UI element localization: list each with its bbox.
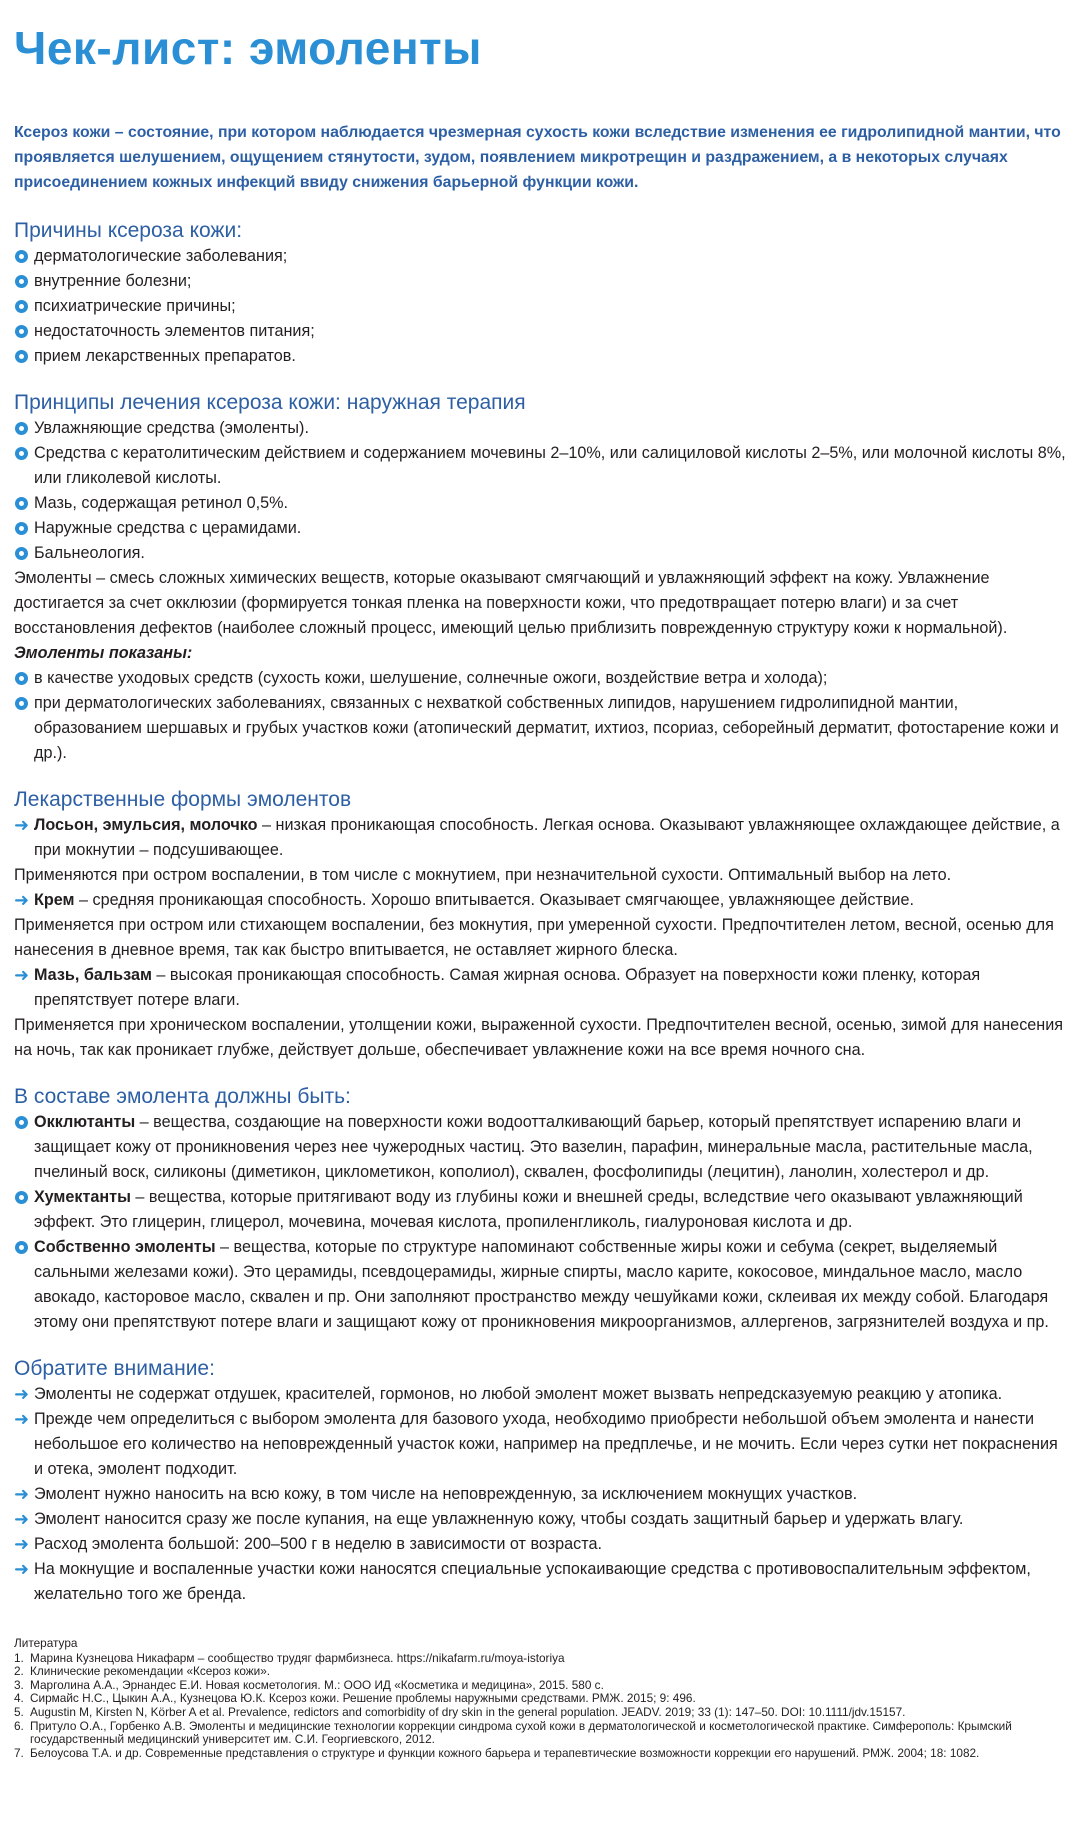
list-item — [14, 813, 1066, 863]
references-section — [14, 1637, 1066, 1760]
arrow-right-icon: ➜ — [14, 965, 30, 985]
reference-text: Сирмайс Н.С., Цыкин А.А., Кузнецова Ю.К. Ксероз кожи. Решение проблемы наружными средствами. РМЖ. 2015; 9: 496. — [30, 1691, 696, 1706]
list-item — [14, 1235, 1066, 1335]
component-name: Хумектанты — [34, 1188, 131, 1206]
list-item-text: в качестве уходовых средств (сухость кожи, шелушение, солнечные ожоги, воздействие ветра и холода); — [34, 669, 828, 687]
list-item-text: Наружные средства с церамидами. — [34, 519, 302, 537]
form-description: – низкая проникающая способность. Легкая основа. Оказывают увлажняющее охлаждающее действие, а при мокнутии – подсушивающее. — [34, 816, 1060, 859]
reference-item: 5. Augustin M, Kirsten N, Körber A et al. Prevalence, redictors and comorbidity of dry skin in the general population. JEADV. 2019; 33 (1): 147–50. DOI: 10.1111/jdv.15157. — [14, 1704, 906, 1719]
list-item — [14, 691, 1066, 766]
list-item — [14, 269, 1066, 294]
causes-section — [14, 217, 1066, 369]
bullet-icon — [15, 1241, 28, 1254]
arrow-right-icon: ➜ — [14, 815, 30, 835]
references-heading: Литература — [14, 1636, 78, 1650]
form-description: – высокая проникающая способность. Самая жирная основа. Образует на поверхности кожи пленку, которая препятствует потере влаги. — [34, 966, 981, 1009]
forms-section — [14, 786, 1066, 1063]
form-usage: Применяются при остром воспалении, в том числе с мокнутием, при незначительной сухости. Оптимальный выбор на лето. — [14, 866, 952, 884]
reference-text: Клинические рекомендации «Ксероз кожи». — [30, 1664, 271, 1679]
forms-list — [14, 813, 1066, 1063]
list-item — [14, 516, 1066, 541]
composition-section — [14, 1083, 1066, 1335]
list-item-text: Расход эмолента большой: 200–500 г в неделю в зависимости от возраста. — [34, 1535, 602, 1553]
list-item-text: Эмоленты не содержат отдушек, красителей, гормонов, но любой эмолент может вызвать непредсказуемую реакцию у атопика. — [34, 1385, 1003, 1403]
bullet-icon — [15, 497, 28, 510]
page-title: Чек-лист: эмоленты — [14, 22, 482, 74]
reference-text: Марина Кузнецова Никафарм – сообщество трудяг фармбизнеса. https://nikafarm.ru/moya-istoriya — [30, 1650, 565, 1665]
form-usage: Применяется при хроническом воспалении, утолщении кожи, выраженной сухости. Предпочтителен весной, осенью, зимой для нанесения на ночь, так как проникает глубже, действует дольше, обеспечивает увлажнение кожи на все время ночного сна. — [14, 1016, 1064, 1059]
arrow-right-icon: ➜ — [14, 1484, 30, 1504]
form-name: Крем — [34, 891, 75, 909]
list-item — [14, 1110, 1066, 1185]
list-item — [14, 1557, 1066, 1607]
list-item — [14, 888, 1066, 913]
bullet-icon — [15, 672, 28, 685]
form-name: Мазь, бальзам — [34, 966, 152, 984]
bullet-icon — [15, 522, 28, 535]
list-item-text: Бальнеология. — [34, 544, 145, 562]
component-name: Окклютанты — [34, 1113, 136, 1131]
list-item — [14, 294, 1066, 319]
bullet-icon — [15, 300, 28, 313]
attention-heading: Обратите внимание: — [14, 1357, 215, 1380]
bullet-icon — [15, 325, 28, 338]
list-item-text: На мокнущие и воспаленные участки кожи наносятся специальные успокаивающие средства с противовоспалительным эффектом, желательно того же бренда. — [34, 1560, 1031, 1603]
arrow-right-icon: ➜ — [14, 1509, 30, 1529]
composition-heading: В составе эмолента должны быть: — [14, 1085, 351, 1108]
reference-text: Притуло О.А., Горбенко А.В. Эмоленты и медицинские технологии коррекции синдрома сухой кожи в дерматологической и косметологической практике. Симферополь: Крымский государственный медицинский университет им. С.И. Георгиевского, 2012. — [30, 1718, 1012, 1747]
reference-item: 7. Белоусова Т.А. и др. Современные представления о структуре и функции кожного барьера и терапевтические возможности коррекции его нарушений. РМЖ. 2004; 18: 1082. — [14, 1745, 980, 1760]
reference-item: 6. Притуло О.А., Горбенко А.В. Эмоленты и медицинские технологии коррекции синдрома сухой кожи в дерматологической и косметологической практике. Симферополь: Крымский государственный медицинский университет им. С.И. Георгиевского, 2012. — [14, 1718, 1012, 1747]
bullet-icon — [15, 250, 28, 263]
treatment-heading: Принципы лечения ксероза кожи: наружная терапия — [14, 391, 526, 414]
bullet-icon — [15, 1191, 28, 1204]
list-item — [14, 1382, 1066, 1407]
causes-heading: Причины ксероза кожи: — [14, 219, 243, 242]
list-item — [14, 319, 1066, 344]
indications-heading: Эмоленты показаны: — [14, 644, 193, 662]
list-item-text: при дерматологических заболеваниях, связанных с нехваткой собственных липидов, нарушением гидролипидной мантии, образованием шершавых и грубых участков кожи (атопический дерматит, ихтиоз, псориаз, себорейный дерматит, фотостарение кожи и др.). — [34, 694, 1059, 762]
bullet-icon — [15, 547, 28, 560]
bullet-icon — [15, 350, 28, 363]
attention-list — [14, 1382, 1066, 1607]
list-item-text: внутренние болезни; — [34, 272, 192, 290]
form-usage: Применяется при остром или стихающем воспалении, без мокнутия, при умеренной сухости. Предпочтителен летом, весной, осенью для нанесения в дневное время, так как быстро впитывается, не оставляет жирного блеска. — [14, 916, 1054, 959]
list-item — [14, 441, 1066, 491]
references-list — [14, 1652, 1066, 1761]
list-item — [14, 1482, 1066, 1507]
list-item-text: Средства с кератолитическим действием и содержанием мочевины 2–10%, или салициловой кислоты 2–5%, или молочной кислоты 8%, или гликолевой кислоты. — [34, 444, 1066, 487]
list-item — [14, 666, 1066, 691]
arrow-right-icon: ➜ — [14, 890, 30, 910]
list-item — [14, 344, 1066, 369]
arrow-right-icon: ➜ — [14, 1534, 30, 1554]
forms-heading: Лекарственные формы эмолентов — [14, 788, 352, 811]
list-item — [14, 541, 1066, 566]
attention-section — [14, 1355, 1066, 1607]
bullet-icon — [15, 697, 28, 710]
list-item — [14, 491, 1066, 516]
treatment-list — [14, 416, 1066, 766]
list-item-text: недостаточность элементов питания; — [34, 322, 315, 340]
causes-list — [14, 244, 1066, 369]
list-item-text: Эмолент наносится сразу же после купания, на еще увлажненную кожу, чтобы создать защитный барьер и удержать влагу. — [34, 1510, 964, 1528]
reference-item: 4. Сирмайс Н.С., Цыкин А.А., Кузнецова Ю.К. Ксероз кожи. Решение проблемы наружными средствами. РМЖ. 2015; 9: 496. — [14, 1691, 696, 1706]
bullet-icon — [15, 422, 28, 435]
list-item — [14, 963, 1066, 1013]
list-item-text: прием лекарственных препаратов. — [34, 347, 296, 365]
bullet-icon — [15, 275, 28, 288]
list-item — [14, 244, 1066, 269]
list-item — [14, 416, 1066, 441]
bullet-icon — [15, 1116, 28, 1129]
list-item-text: Мазь, содержащая ретинол 0,5%. — [34, 494, 288, 512]
bullet-icon — [15, 447, 28, 460]
arrow-right-icon: ➜ — [14, 1559, 30, 1579]
form-name: Лосьон, эмульсия, молочко — [34, 816, 258, 834]
component-description: – вещества, создающие на поверхности кожи водоотталкивающий барьер, который препятствует испарению влаги и защищает кожу от проникновения через нее чужеродных частиц. Это вазелин, парафин, минеральные масла, растительные масла, пчелиный воск, силиконы (диметикон, циклометикон, кополиол), сквален, фосфолипиды (лецитин), ланолин, холестерол и др. — [34, 1113, 1033, 1181]
reference-text: Марголина А.А., Эрнандес Е.И. Новая косметология. М.: ООО ИД «Косметика и медицина», 2015. 580 с. — [30, 1677, 604, 1692]
definition-paragraph: Эмоленты – смесь сложных химических веществ, которые оказывают смягчающий и увлажняющий эффект на кожу. Увлажнение достигается за счет окклюзии (формируется тонкая пленка на поверхности кожи, что предотвращает потерю влаги) и за счет восстановления дефектов (наиболее сложный процесс, имеющий целью приблизить поврежденную структуру кожи к нормальной). — [14, 569, 1008, 637]
list-item-text: Прежде чем определиться с выбором эмолента для базового ухода, необходимо приобрести небольшой объем эмолента и нанести небольшое его количество на неповрежденный участок кожи, например на предплечье, и не мочить. Если через сутки нет покраснения и отека, эмолент подходит. — [34, 1410, 1058, 1478]
list-item — [14, 1532, 1066, 1557]
list-item-text: Эмолент нужно наносить на всю кожу, в том числе на неповрежденную, за исключением мокнущих участков. — [34, 1485, 858, 1503]
arrow-right-icon: ➜ — [14, 1384, 30, 1404]
component-description: – вещества, которые притягивают воду из глубины кожи и внешней среды, вследствие чего оказывают увлажняющий эффект. Это глицерин, глицерол, мочевина, мочевая кислота, пропиленгликоль, гиалуроновая кислота и др. — [34, 1188, 1023, 1231]
list-item-text: психиатрические причины; — [34, 297, 236, 315]
reference-text: Augustin M, Kirsten N, Körber A et al. Prevalence, redictors and comorbidity of dry skin in the general population. JEADV. 2019; 33 (1): 147–50. DOI: 10.1111/jdv.15157. — [30, 1704, 906, 1719]
treatment-section — [14, 389, 1066, 766]
list-item-text: дерматологические заболевания; — [34, 247, 288, 265]
list-item — [14, 1185, 1066, 1235]
list-item — [14, 1507, 1066, 1532]
list-item — [14, 1407, 1066, 1482]
reference-item: 1. Марина Кузнецова Никафарм – сообщество трудяг фармбизнеса. https://nikafarm.ru/moya-istoriya — [14, 1650, 565, 1665]
form-description: – средняя проникающая способность. Хорошо впитывается. Оказывает смягчающее, увлажняющее действие. — [74, 891, 914, 909]
reference-item: 3. Марголина А.А., Эрнандес Е.И. Новая косметология. М.: ООО ИД «Косметика и медицина», 2015. 580 с. — [14, 1677, 604, 1692]
arrow-right-icon: ➜ — [14, 1409, 30, 1429]
component-name: Собственно эмоленты — [34, 1238, 216, 1256]
list-item-text: Увлажняющие средства (эмоленты). — [34, 419, 309, 437]
reference-text: Белоусова Т.А. и др. Современные представления о структуре и функции кожного барьера и терапевтические возможности коррекции его нарушений. РМЖ. 2004; 18: 1082. — [30, 1745, 980, 1760]
component-description: – вещества, которые по структуре напоминают собственные жиры кожи и себума (секрет, выделяемый сальными железами кожи). Это церамиды, псевдоцерамиды, жирные спирты, масло карите, кокосовое, миндальное масло, масло авокадо, касторовое масло, сквален и пр. Они заполняют пространство между чешуйками кожи, склеивая их между собой. Благодаря этому они препятствуют потере влаги и защищают кожу от проникновения микроорганизмов, аллергенов, загрязнителей воздуха и пр. — [34, 1238, 1049, 1331]
intro-paragraph: Ксероз кожи – состояние, при котором наблюдается чрезмерная сухость кожи вследствие изменения ее гидролипидной мантии, что проявляется шелушением, ощущением стянутости, зудом, появлением микротрещин и раздражением, а в некоторых случаях присоединением кожных инфекций ввиду снижения барьерной функции кожи. — [14, 124, 1061, 191]
composition-list — [14, 1110, 1066, 1335]
reference-item: 2. Клинические рекомендации «Ксероз кожи». — [14, 1664, 271, 1679]
